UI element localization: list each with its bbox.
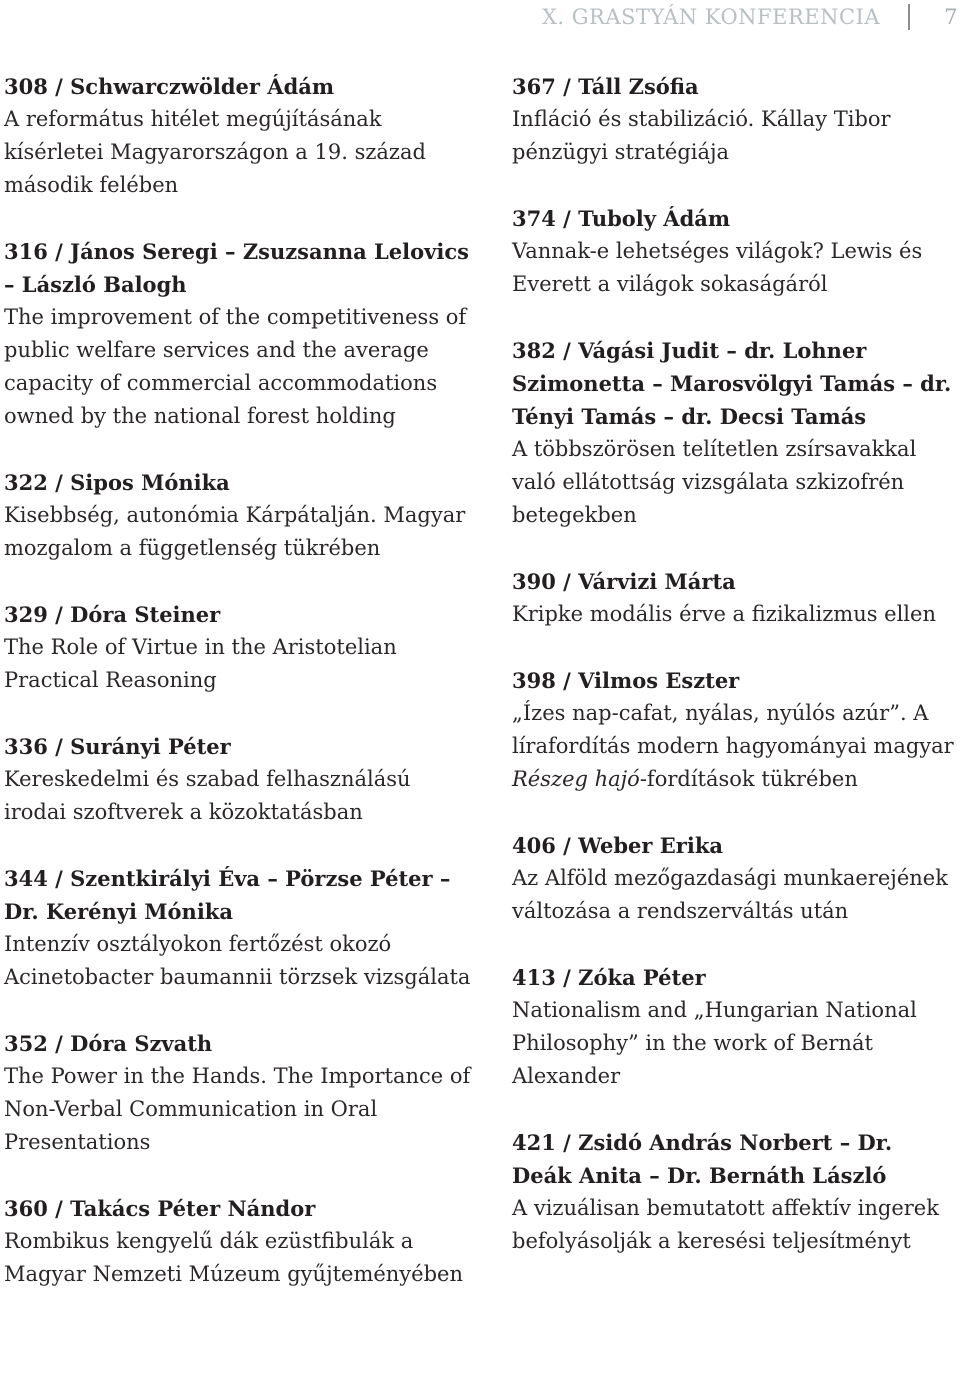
entry-author: 413 / Zóka Péter <box>512 965 706 990</box>
entry-title: Kereskedelmi és szabad felhasználású irodai szoftverek a közoktatásban <box>4 767 411 824</box>
entry-author: 360 / Takács Péter Nándor <box>4 1196 316 1221</box>
right-column <box>512 70 957 1291</box>
entry-author: 316 / János Seregi – Zsuzsanna Lelovics – László Balogh <box>4 239 469 297</box>
entry-author: 344 / Szentkirályi Éva – Pörzse Péter – Dr. Kerényi Mónika <box>4 866 451 924</box>
abstract-entry <box>4 70 474 202</box>
abstract-entry <box>4 862 474 994</box>
entry-author: 382 / Vágási Judit – dr. Lohner Szimonetta – Marosvölgyi Tamás – dr. Tényi Tamás – dr. Decsi Tamás <box>512 338 952 429</box>
abstract-entry <box>4 235 474 433</box>
entry-author: 322 / Sipos Mónika <box>4 470 230 495</box>
entry-title: Kisebbség, autonómia Kárpátalján. Magyar mozgalom a függetlenség tükrében <box>4 503 466 560</box>
abstract-entry <box>4 1027 474 1159</box>
entry-title: Kripke modális érve a fizikalizmus ellen <box>512 602 936 626</box>
running-header <box>542 2 960 32</box>
entry-author: 367 / Táll Zsófia <box>512 74 699 99</box>
abstract-entry <box>4 598 474 697</box>
entry-author: 390 / Várvizi Márta <box>512 569 736 594</box>
abstract-entry <box>512 829 957 928</box>
entry-title: Nationalism and „Hungarian National Philosophy” in the work of Bernát Alexander <box>512 998 917 1088</box>
entry-title: Intenzív osztályokon fertőzést okozó Acinetobacter baumannii törzsek vizsgálata <box>4 932 471 989</box>
entry-title: Infláció és stabilizáció. Kállay Tibor pénzügyi stratégiája <box>512 107 891 164</box>
entry-title: Rombikus kengyelű dák ezüstfibulák a Magyar Nemzeti Múzeum gyűjteményében <box>4 1229 463 1286</box>
entry-title-part: „Ízes nap-cafat, nyálas, nyúlós azúr”. A lírafordítás modern hagyományai magyar <box>512 701 954 758</box>
entry-author: 308 / Schwarczwölder Ádám <box>4 74 335 99</box>
entry-title: The improvement of the competitiveness of public welfare services and the average capacity of commercial accommodations owned by the national forest holding <box>4 305 467 428</box>
entry-author: 374 / Tuboly Ádám <box>512 206 731 231</box>
header-divider <box>908 4 910 30</box>
page-number: 7 <box>944 5 958 29</box>
entry-title: The Power in the Hands. The Importance of Non-Verbal Communication in Oral Presentations <box>4 1064 471 1154</box>
entry-author: 421 / Zsidó András Norbert – Dr. Deák Anita – Dr. Bernáth László <box>512 1130 893 1188</box>
entry-title: A református hitélet megújításának kísérletei Magyarországon a 19. század második felében <box>4 107 426 197</box>
abstract-entry <box>512 1126 957 1258</box>
entry-title-italic: Részeg hajó <box>512 767 640 791</box>
entry-title-part: -fordítások tükrében <box>639 767 858 791</box>
entry-title: A többszörösen telítetlen zsírsavakkal való ellátottság vizsgálata szkizofrén betegekben <box>512 437 917 527</box>
abstract-entry <box>512 334 957 532</box>
abstract-entry <box>512 202 957 301</box>
abstract-entry <box>512 664 957 796</box>
entry-title: A vizuálisan bemutatott affektív ingerek befolyásolják a keresési teljesítményt <box>512 1196 939 1253</box>
entry-title <box>512 697 957 796</box>
entry-author: 352 / Dóra Szvath <box>4 1031 213 1056</box>
entry-title: Az Alföld mezőgazdasági munkaerejének változása a rendszerváltás után <box>512 866 948 923</box>
abstract-entry <box>4 466 474 565</box>
conference-title: X. GRASTYÁN KONFERENCIA <box>541 5 880 29</box>
left-column <box>4 70 474 1324</box>
entry-author: 329 / Dóra Steiner <box>4 602 221 627</box>
entry-author: 336 / Surányi Péter <box>4 734 231 759</box>
abstract-entry <box>512 565 957 631</box>
entry-title: Vannak-e lehetséges világok? Lewis és Everett a világok sokaságáról <box>512 239 923 296</box>
abstract-entry <box>512 961 957 1093</box>
entry-author: 406 / Weber Erika <box>512 833 723 858</box>
entry-author: 398 / Vilmos Eszter <box>512 668 740 693</box>
abstract-entry <box>4 1192 474 1291</box>
entry-title: The Role of Virtue in the Aristotelian Practical Reasoning <box>4 635 397 692</box>
abstract-entry <box>512 70 957 169</box>
abstract-entry <box>4 730 474 829</box>
